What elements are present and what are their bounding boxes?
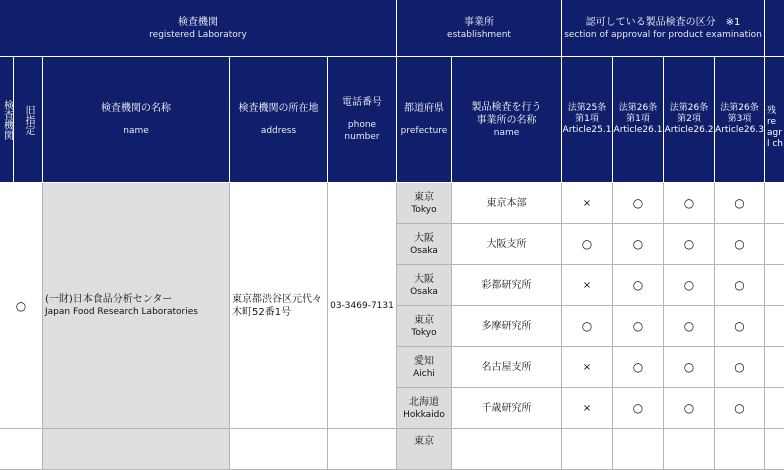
mark-article-26-2 (664, 347, 715, 388)
header-phone (328, 57, 397, 183)
status-mark: ○ (581, 237, 593, 251)
cut-column-cell (765, 224, 784, 265)
cut-column-cell (765, 183, 784, 224)
status-mark: ○ (683, 401, 695, 415)
table-row-establishment-name (452, 265, 562, 306)
header-lab-name-ja: 検査機関の名称 (101, 103, 171, 114)
prefecture-en: Osaka (410, 245, 438, 256)
header-establishment-ja: 事業所 (464, 16, 494, 28)
status-mark: ○ (683, 196, 695, 210)
table-row-prefecture (397, 306, 452, 347)
establishment-name: 千歳研究所 (481, 402, 532, 414)
status-mark: × (582, 279, 592, 291)
prefecture-en: Tokyo (411, 204, 437, 215)
article-en: Article26.3 (715, 125, 764, 135)
header-estname-ja2: 事業所の名称 (476, 114, 537, 126)
article-en: Article26.1 (613, 125, 663, 135)
article-ja1: 法第26条 (669, 103, 709, 113)
article-ja1: 法第26条 (618, 103, 658, 113)
header-phone-en1: phone (347, 120, 377, 130)
header-estname-ja1: 製品検査を行う (471, 101, 542, 113)
table-row-establishment-name (452, 183, 562, 224)
mark-article-25-1 (562, 183, 613, 224)
article-en: Article25.1 (562, 125, 612, 135)
prefecture-ja: 東京 (414, 191, 434, 203)
mark-article-26-1 (613, 388, 664, 429)
article-en: Article26.2 (664, 125, 714, 135)
mark-article-26-3 (715, 388, 765, 429)
cut-line-4: l ch (767, 138, 784, 149)
header-estname-en: name (493, 127, 520, 138)
next-row-lab-name (43, 429, 230, 470)
next-row-address (230, 429, 328, 470)
establishment-name: 大阪支所 (486, 238, 527, 250)
article-ja2: 第1項 (575, 114, 599, 124)
next-row-cut (765, 429, 784, 470)
status-mark: ○ (734, 278, 745, 292)
header-prefecture-en: prefecture (400, 126, 448, 136)
mark-article-26-1 (613, 224, 664, 265)
header-lab-ja: 検査機関 (178, 16, 218, 28)
mark-article-26-2 (664, 306, 715, 347)
header-phone-en2: number (344, 132, 380, 142)
next-row-mark (613, 429, 664, 470)
status-mark: ○ (734, 237, 745, 251)
header-designated-text: 検査機関 (1, 99, 13, 140)
table-row-prefecture (397, 347, 452, 388)
status-mark: ○ (734, 196, 745, 210)
prefecture-en: Aichi (413, 368, 435, 379)
header-lab-en: registered Laboratory (149, 29, 247, 40)
designated-mark: ○ (15, 298, 27, 313)
mark-article-26-3 (715, 265, 765, 306)
header-address-ja: 検査機関の所在地 (238, 103, 319, 114)
header-cut-top (765, 0, 784, 57)
header-address (230, 57, 328, 183)
mark-article-26-3 (715, 347, 765, 388)
prefecture-ja: 北海道 (409, 396, 439, 408)
status-mark: ○ (683, 278, 695, 292)
header-old-designation-text: 旧指定 (23, 104, 34, 135)
header-approval-section (562, 0, 765, 57)
header-article-26-2 (664, 57, 715, 183)
next-row-prefecture (397, 429, 452, 470)
header-article-26-1 (613, 57, 664, 183)
designated-cell (0, 183, 43, 429)
prefecture-en: Osaka (410, 286, 438, 297)
status-mark: ○ (734, 319, 745, 333)
prefecture-ja: 大阪 (414, 232, 434, 244)
lab-name-ja: (一財)日本食品分析センター (45, 294, 173, 305)
lab-address-cell (230, 183, 328, 429)
mark-article-26-3 (715, 306, 765, 347)
header-section-en: section of approval for product examination (564, 29, 762, 40)
prefecture-ja: 愛知 (414, 355, 434, 367)
next-prefecture-ja: 東京 (414, 436, 434, 447)
header-lab-name (43, 57, 230, 183)
lab-name-en: Japan Food Research Laboratories (45, 307, 198, 317)
header-old-designation (14, 57, 43, 183)
mark-article-26-1 (613, 183, 664, 224)
lab-address-line2: 木町52番1号 (232, 306, 292, 318)
header-cut-column (765, 57, 784, 183)
status-mark: ○ (581, 319, 593, 333)
table-row-establishment-name (452, 224, 562, 265)
cut-column-cell (765, 265, 784, 306)
status-mark: × (582, 197, 592, 209)
table-row-establishment-name (452, 306, 562, 347)
status-mark: × (582, 361, 592, 373)
mark-article-26-1 (613, 347, 664, 388)
cut-column-cell (765, 347, 784, 388)
prefecture-ja: 東京 (414, 314, 434, 326)
article-ja2: 第2項 (677, 114, 701, 124)
article-ja1: 法第26条 (720, 103, 759, 113)
mark-article-26-1 (613, 265, 664, 306)
mark-article-25-1 (562, 388, 613, 429)
mark-article-26-2 (664, 265, 715, 306)
cut-line-3: agr (767, 127, 782, 138)
next-row-phone (328, 429, 397, 470)
establishment-name: 彩都研究所 (481, 279, 532, 291)
cut-line-1: 残 (767, 105, 777, 116)
header-lab-name-en: name (123, 126, 149, 136)
next-row-mark (715, 429, 765, 470)
status-mark: ○ (632, 237, 644, 251)
status-mark: ○ (632, 278, 644, 292)
status-mark: ○ (632, 360, 644, 374)
header-address-en: address (260, 126, 297, 136)
table-row-prefecture (397, 224, 452, 265)
lab-name-cell (43, 183, 230, 429)
status-mark: ○ (632, 401, 644, 415)
status-mark: ○ (734, 360, 745, 374)
status-mark: ○ (683, 237, 695, 251)
header-establishment-name (452, 57, 562, 183)
mark-article-26-2 (664, 388, 715, 429)
lab-phone-cell (328, 183, 397, 429)
table-row-establishment-name (452, 347, 562, 388)
mark-article-26-2 (664, 183, 715, 224)
header-article-25-1 (562, 57, 613, 183)
header-establishment-en: establishment (447, 29, 511, 40)
mark-article-26-1 (613, 306, 664, 347)
status-mark: ○ (683, 319, 695, 333)
next-row-mark (664, 429, 715, 470)
lab-address-line1: 東京都渋谷区元代々 (232, 293, 322, 305)
lab-phone: 03-3469-7131 (330, 300, 394, 311)
table-row-prefecture (397, 265, 452, 306)
next-row-mark (562, 429, 613, 470)
next-row-designated (0, 429, 43, 470)
table-row-prefecture (397, 183, 452, 224)
article-ja2: 第1項 (626, 114, 650, 124)
cut-column-cell (765, 388, 784, 429)
status-mark: ○ (632, 319, 644, 333)
header-phone-ja: 電話番号 (342, 97, 382, 108)
table-row-prefecture (397, 388, 452, 429)
header-prefecture-ja: 都道府県 (404, 103, 444, 114)
mark-article-25-1 (562, 224, 613, 265)
article-ja2: 第3項 (727, 114, 752, 124)
cut-column-cell (765, 306, 784, 347)
mark-article-26-2 (664, 224, 715, 265)
mark-article-25-1 (562, 306, 613, 347)
mark-article-26-3 (715, 224, 765, 265)
article-ja1: 法第25条 (567, 103, 607, 113)
header-section-ja: 認可している製品検査の区分 ※1 (585, 16, 741, 28)
prefecture-ja: 大阪 (414, 273, 434, 285)
status-mark: ○ (734, 401, 745, 415)
mark-article-26-3 (715, 183, 765, 224)
prefecture-en: Tokyo (411, 327, 437, 338)
header-designated (0, 57, 14, 183)
mark-article-25-1 (562, 265, 613, 306)
header-registered-laboratory (0, 0, 397, 57)
table-row-establishment-name (452, 388, 562, 429)
establishment-name: 東京本部 (486, 197, 527, 209)
establishment-name: 名古屋支所 (481, 361, 532, 373)
status-mark: × (582, 402, 592, 414)
header-article-26-3 (715, 57, 765, 183)
prefecture-en: Hokkaido (403, 409, 445, 420)
status-mark: ○ (683, 360, 695, 374)
mark-article-25-1 (562, 347, 613, 388)
header-prefecture (397, 57, 452, 183)
status-mark: ○ (632, 196, 644, 210)
establishment-name: 多摩研究所 (481, 320, 532, 332)
header-establishment (397, 0, 562, 57)
cut-line-2: re (767, 116, 777, 127)
next-row-establishment-name (452, 429, 562, 470)
